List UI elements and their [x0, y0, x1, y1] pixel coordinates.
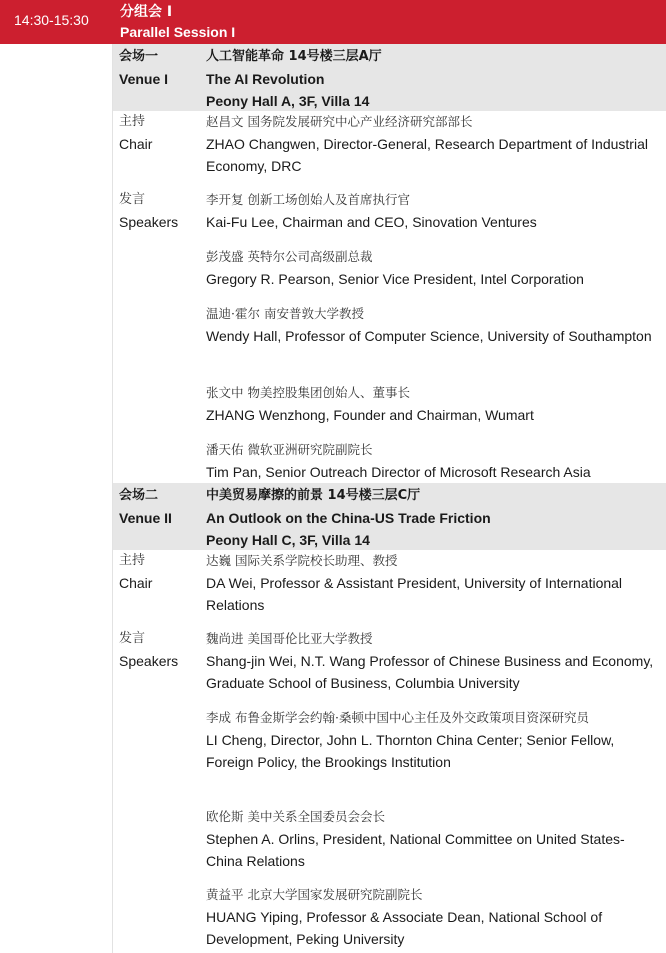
- speakers-role-en: Speakers: [119, 653, 179, 669]
- person-title-en: ZHANG Wenzhong, Founder and Chairman, Wumart: [206, 407, 534, 423]
- venue-1-topic-en: The AI Revolution: [206, 71, 325, 87]
- speaker-entry: [206, 303, 661, 347]
- speaker-entry: [206, 439, 661, 483]
- person-name-cn: 赵昌文 国务院发展研究中心产业经济研究部部长: [206, 114, 473, 129]
- venue-2-speakers-role: [119, 628, 178, 672]
- venue-2-topic-en: An Outlook on the China-US Trade Friction: [206, 510, 491, 526]
- session-title-cn: 分组会 I: [120, 4, 173, 20]
- venue-1-chair-entry: [206, 111, 661, 177]
- venue-1-speakers-role: [119, 189, 178, 233]
- person-name-cn: 李成 布鲁金斯学会约翰·桑顿中国中心主任及外交政策项目资深研究员: [206, 710, 589, 725]
- venue-2-chair-entry: [206, 550, 661, 616]
- person-name-cn: 欧伦斯 美中关系全国委员会会长: [206, 809, 385, 824]
- session-time: 14:30-15:30: [0, 0, 112, 44]
- venue-1-header: [113, 44, 666, 111]
- person-title-en: Gregory R. Pearson, Senior Vice President, Intel Corporation: [206, 271, 584, 287]
- person-title-en: Shang-jin Wei, N.T. Wang Professor of Chinese Business and Economy, Graduate School of Business, Columbia University: [206, 653, 654, 691]
- person-name-cn: 达巍 国际关系学院校长助理、教授: [206, 553, 398, 568]
- person-title-en: Stephen A. Orlins, President, National Committee on United States-China Relations: [206, 831, 625, 869]
- speaker-entry: [206, 189, 661, 233]
- venue-2-header: [113, 483, 666, 550]
- session-header: [112, 0, 666, 44]
- person-name-cn: 彭茂盛 英特尔公司高级副总裁: [206, 249, 373, 264]
- speakers-role-cn: 发言: [119, 192, 146, 207]
- speaker-entry: [206, 382, 661, 426]
- speaker-entry: [206, 806, 661, 872]
- chair-role-en: Chair: [119, 575, 153, 591]
- person-title-en: Kai-Fu Lee, Chairman and CEO, Sinovation Ventures: [206, 214, 537, 230]
- venue-1-chair-role: [119, 111, 152, 155]
- person-name-cn: 李开复 创新工场创始人及首席执行官: [206, 192, 410, 207]
- person-title-en: LI Cheng, Director, John L. Thornton China Center; Senior Fellow, Foreign Policy, the Brookings Institution: [206, 732, 615, 770]
- venue-1-label-cn: 会场一: [119, 49, 159, 64]
- person-name-cn: 魏尚进 美国哥伦比亚大学教授: [206, 631, 373, 646]
- person-name-cn: 黄益平 北京大学国家发展研究院副院长: [206, 887, 423, 902]
- person-title-en: DA Wei, Professor & Assistant President, University of International Relations: [206, 575, 623, 613]
- person-name-cn: 温迪·霍尔 南安普敦大学教授: [206, 306, 364, 321]
- chair-role-en: Chair: [119, 136, 153, 152]
- speaker-entry: [206, 628, 661, 694]
- venue-1-location: Peony Hall A, 3F, Villa 14: [206, 93, 370, 109]
- speakers-role-en: Speakers: [119, 214, 179, 230]
- venue-1-topic-cn: 人工智能革命 14号楼三层A厅: [206, 49, 382, 64]
- person-title-en: Tim Pan, Senior Outreach Director of Microsoft Research Asia: [206, 464, 591, 480]
- venue-2-label-cn: 会场二: [119, 488, 159, 503]
- speaker-entry: [206, 707, 661, 773]
- person-name-cn: 潘天佑 微软亚洲研究院副院长: [206, 442, 373, 457]
- speakers-role-cn: 发言: [119, 631, 146, 646]
- venue-2-location: Peony Hall C, 3F, Villa 14: [206, 532, 370, 548]
- person-title-en: Wendy Hall, Professor of Computer Science, University of Southampton: [206, 328, 652, 344]
- person-title-en: ZHAO Changwen, Director-General, Research Department of Industrial Economy, DRC: [206, 136, 648, 174]
- session-title-en: Parallel Session I: [120, 24, 236, 40]
- chair-role-cn: 主持: [119, 114, 146, 129]
- venue-1-label-en: Venue I: [119, 71, 169, 87]
- person-title-en: HUANG Yiping, Professor & Associate Dean, National School of Development, Peking University: [206, 909, 603, 947]
- person-name-cn: 张文中 物美控股集团创始人、董事长: [206, 385, 410, 400]
- speaker-entry: [206, 884, 661, 950]
- speaker-entry: [206, 246, 661, 290]
- venue-2-label-en: Venue II: [119, 510, 172, 526]
- chair-role-cn: 主持: [119, 553, 146, 568]
- venue-2-chair-role: [119, 550, 152, 594]
- venue-2-topic-cn: 中美贸易摩擦的前景 14号楼三层C厅: [206, 488, 421, 503]
